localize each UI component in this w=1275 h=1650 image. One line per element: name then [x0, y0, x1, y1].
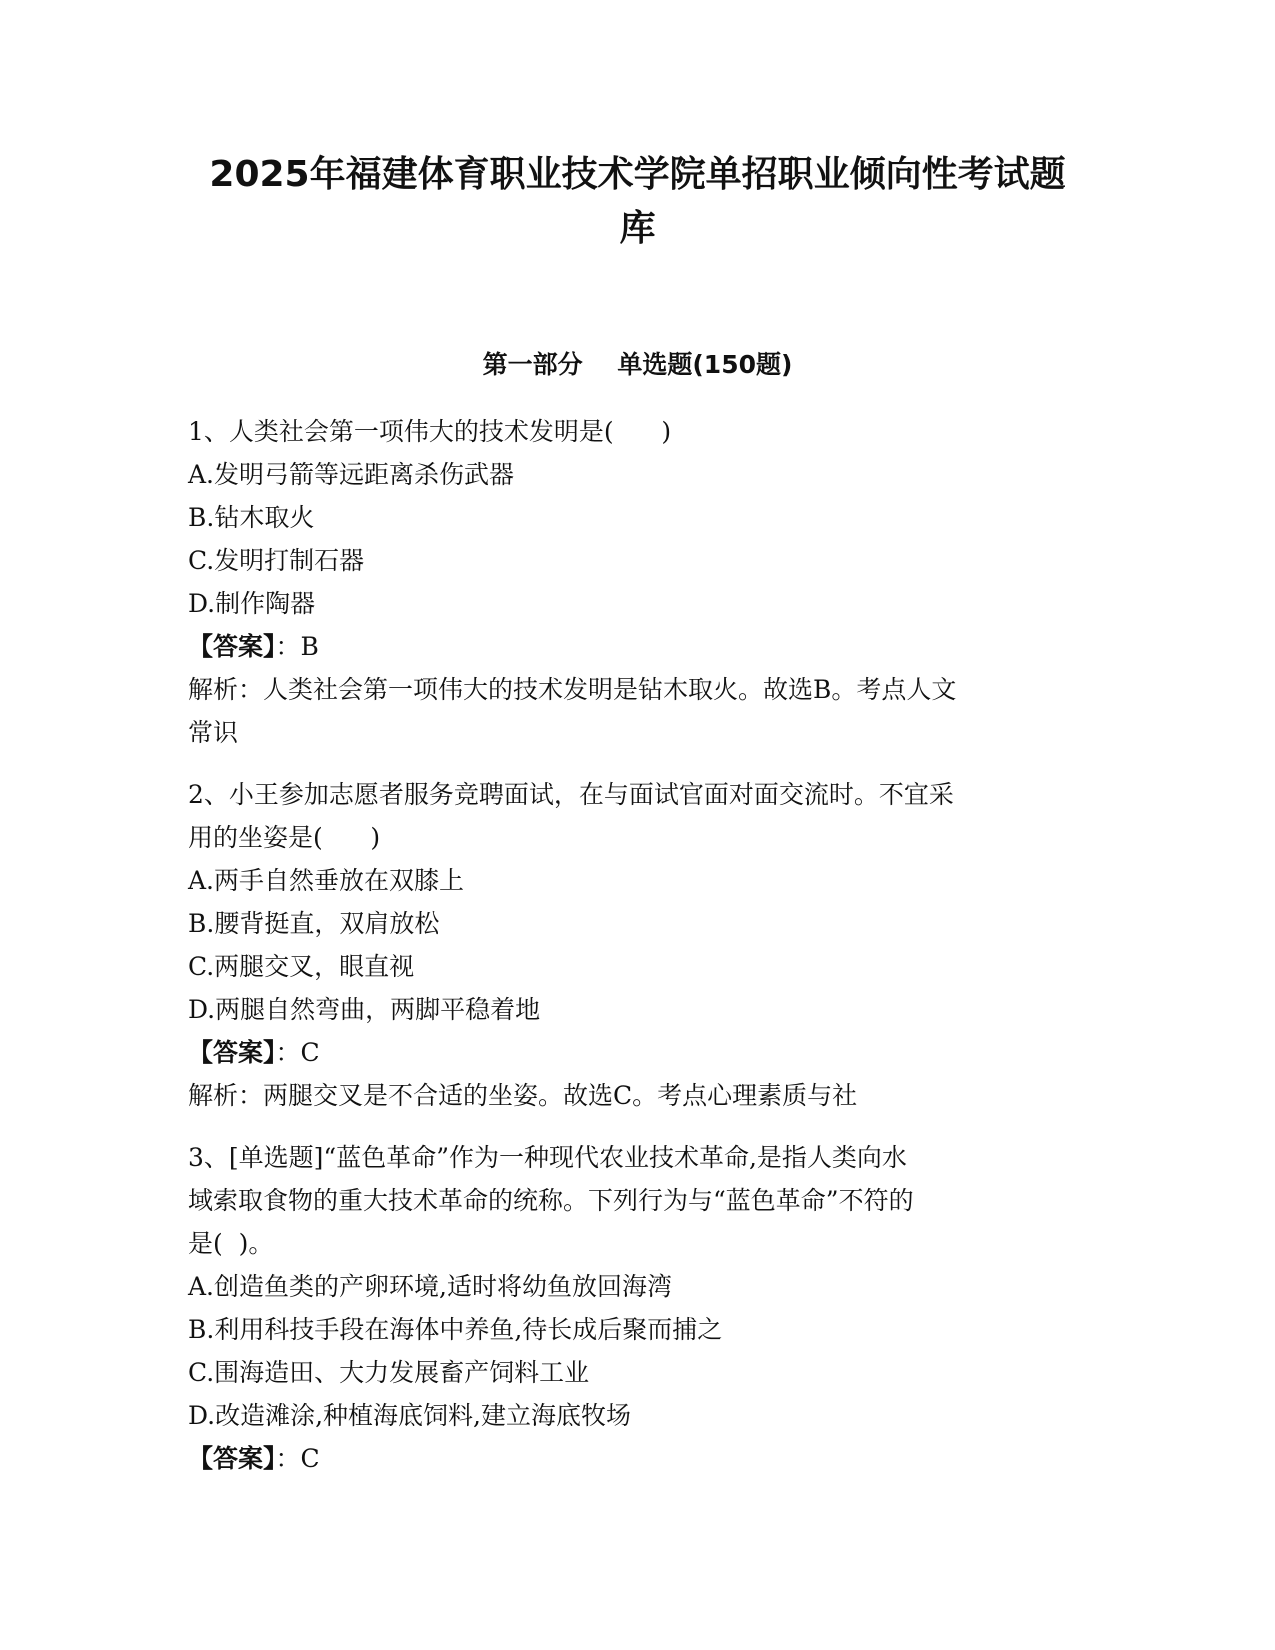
answer-line	[188, 1437, 1088, 1480]
question-spacer	[188, 1117, 1088, 1136]
option-b: B.钻木取火	[188, 503, 315, 532]
question-stem: 是( )。	[188, 1229, 274, 1258]
question-block	[188, 1136, 1088, 1480]
answer-line	[188, 625, 1088, 668]
option-a: A.创造鱼类的产卵环境,适时将幼鱼放回海湾	[188, 1272, 672, 1301]
question-spacer	[188, 754, 1088, 773]
question-stem: 域索取食物的重大技术革命的统称。下列行为与“蓝色革命”不符的	[188, 1186, 914, 1215]
option-a: A.发明弓箭等远距离杀伤武器	[188, 460, 515, 489]
question-stem: 2、小王参加志愿者服务竞聘面试，在与面试官面对面交流时。不宜采	[188, 780, 954, 809]
document-title-line-2: 库	[619, 208, 656, 249]
option-c: C.围海造田、大力发展畜产饲料工业	[188, 1358, 590, 1387]
document-title-line-1: 2025年福建体育职业技术学院单招职业倾向性考试题	[209, 154, 1066, 195]
question-list	[188, 410, 1088, 1480]
option-d: D.两腿自然弯曲，两脚平稳着地	[188, 995, 541, 1024]
answer-value: ：C	[275, 1444, 320, 1473]
option-d: D.改造滩涂,种植海底饲料,建立海底牧场	[188, 1401, 631, 1430]
option-b: B.利用科技手段在海体中养鱼,待长成后聚而捕之	[188, 1315, 723, 1344]
answer-value: ：B	[275, 632, 319, 661]
option-a: A.两手自然垂放在双膝上	[188, 866, 465, 895]
answer-label: 【答案】	[188, 632, 276, 661]
document-title	[150, 148, 1125, 256]
analysis-line: 常识	[188, 718, 239, 747]
answer-line	[188, 1031, 1088, 1074]
answer-label: 【答案】	[188, 1444, 276, 1473]
question-stem: 用的坐姿是( )	[188, 823, 381, 852]
option-d: D.制作陶器	[188, 589, 316, 618]
analysis-line: 解析：人类社会第一项伟大的技术发明是钻木取火。故选B。考点人文	[188, 675, 957, 704]
question-stem: 1、人类社会第一项伟大的技术发明是( )	[188, 417, 672, 446]
answer-value: ：C	[275, 1038, 320, 1067]
option-c: C.发明打制石器	[188, 546, 365, 575]
option-c: C.两腿交叉，眼直视	[188, 952, 415, 981]
question-stem: 3、[单选题]“蓝色革命”作为一种现代农业技术革命,是指人类向水	[188, 1143, 907, 1172]
question-block	[188, 410, 1088, 754]
option-b: B.腰背挺直，双肩放松	[188, 909, 440, 938]
answer-label: 【答案】	[188, 1038, 276, 1067]
section-title: 第一部分 单选题(150题)	[482, 350, 793, 379]
question-block	[188, 773, 1088, 1117]
analysis-line: 解析：两腿交叉是不合适的坐姿。故选C。考点心理素质与社	[188, 1081, 858, 1110]
